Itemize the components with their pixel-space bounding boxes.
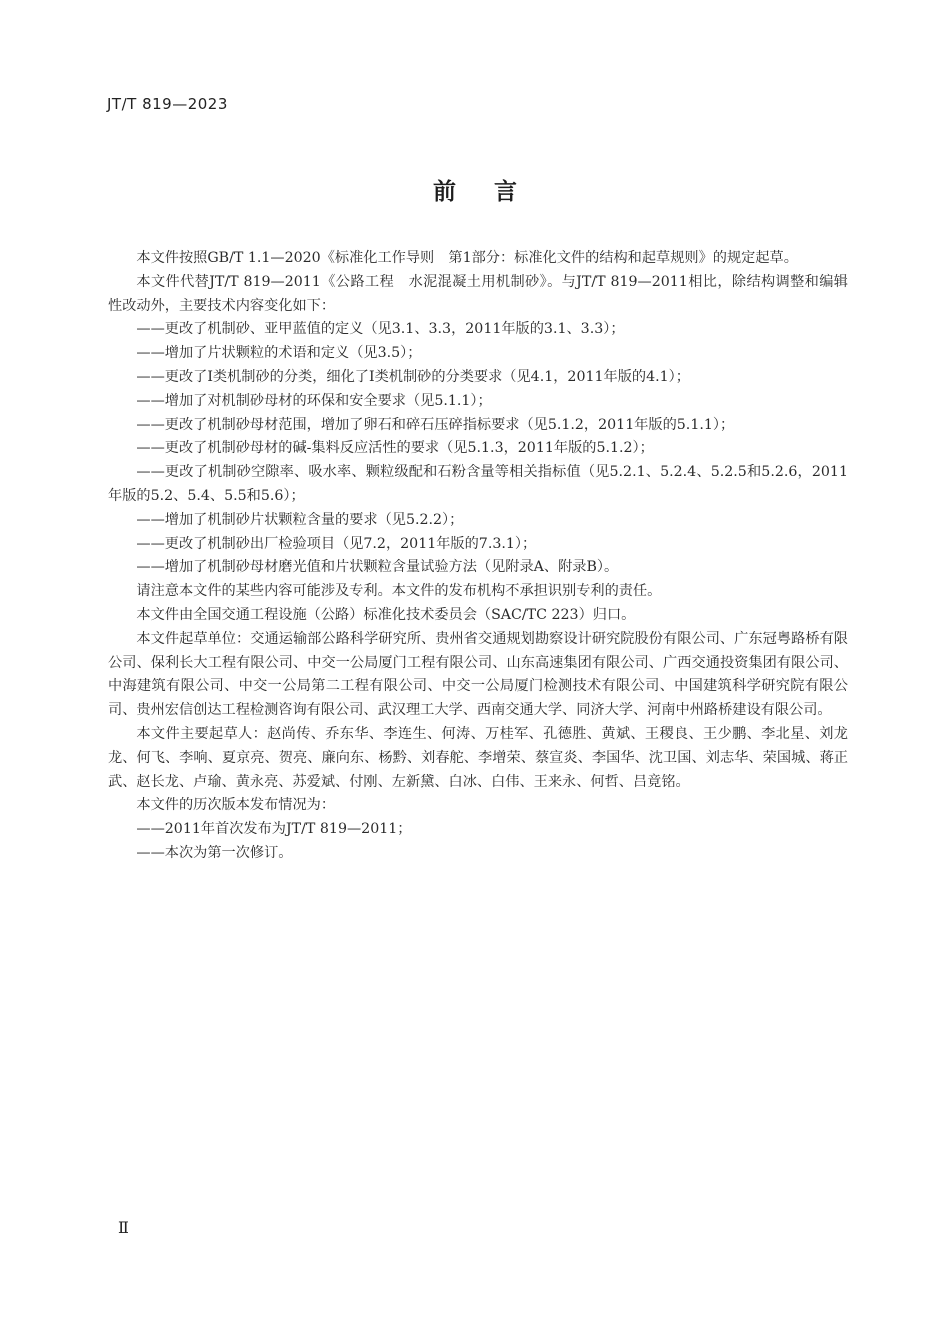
history-item: ——2011年首次发布为JT/T 819—2011； [136,821,412,838]
paragraph-drafting-units: 本文件起草单位：交通运输部公路科学研究所、贵州省交通规划勘察设计研究院股份有限公司、广东冠粤路桥有限公司、保利长大工程有限公司、中交一公局厦门工程有限公司、山东高速集团有限公司、广西交通投资集团有限公司、中海建筑有限公司、中交一公局第二工程有限公司、中交一公局厦门检测技术有限公司、中国建筑科学研究院有限公司、贵州宏信创达工程检测咨询有限公司、武汉理工大学、西南交通大学、同济大学、河南中州路桥建设有限公司。 [108,630,848,719]
change-item: ——更改了机制砂、亚甲蓝值的定义（见3.1、3.3，2011年版的3.1、3.3）； [136,321,625,338]
document-body [108,247,848,866]
change-item: ——更改了机制砂空隙率、吸水率、颗粒级配和石粉含量等相关指标值（见5.2.1、5.2.4、5.2.5和5.2.6，2011年版的5.2、5.4、5.5和5.6）； [108,464,848,504]
history-item: ——本次为第一次修订。 [136,844,293,861]
standard-code: JT/T 819—2023 [107,95,228,113]
change-item: ——增加了机制砂片状颗粒含量的要求（见5.2.2）； [136,511,464,528]
change-item: ——增加了片状颗粒的术语和定义（见3.5）； [136,345,422,362]
change-item: ——增加了对机制砂母材的环保和安全要求（见5.1.1）； [136,392,492,409]
paragraph-drafters: 本文件主要起草人：赵尚传、乔东华、李连生、何涛、万桂军、孔德胜、黄斌、王稷良、王少鹏、李北星、刘龙龙、何飞、李响、夏京亮、贺亮、廉向东、杨黔、刘春舵、李增荣、蔡宣炎、李国华、沈卫国、刘志华、荣国城、蒋正武、赵长龙、卢瑜、黄永亮、苏爱斌、付刚、左新黛、白冰、白伟、王来永、何哲、吕竟铭。 [108,725,848,790]
page-number: Ⅱ [118,1218,129,1237]
change-item: ——更改了Ⅰ类机制砂的分类，细化了Ⅰ类机制砂的分类要求（见4.1，2011年版的4.1）； [136,368,690,385]
paragraph-history-intro: 本文件的历次版本发布情况为： [136,797,336,814]
page-title: 前言 [433,179,555,205]
paragraph-patent-notice: 请注意本文件的某些内容可能涉及专利。本文件的发布机构不承担识别专利的责任。 [136,583,662,600]
change-item: ——更改了机制砂出厂检验项目（见7.2，2011年版的7.3.1）； [136,535,537,552]
paragraph-committee: 本文件由全国交通工程设施（公路）标准化技术委员会（SAC/TC 223）归口。 [136,606,636,623]
change-item: ——更改了机制砂母材的碱-集料反应活性的要求（见5.1.3，2011年版的5.1.2）； [136,440,654,457]
change-item: ——增加了机制砂母材磨光值和片状颗粒含量试验方法（见附录A、附录B）。 [136,559,619,576]
paragraph-basis: 本文件按照GB/T 1.1—2020《标准化工作导则 第1部分：标准化文件的结构和起草规则》的规定起草。 [136,250,798,266]
paragraph-replacement: 本文件代替JT/T 819—2011《公路工程 水泥混凝土用机制砂》。与JT/T 819—2011相比，除结构调整和编辑性改动外，主要技术内容变化如下： [108,273,848,314]
change-item: ——更改了机制砂母材范围，增加了卵石和碎石压碎指标要求（见5.1.2，2011年版的5.1.1）； [136,416,735,433]
